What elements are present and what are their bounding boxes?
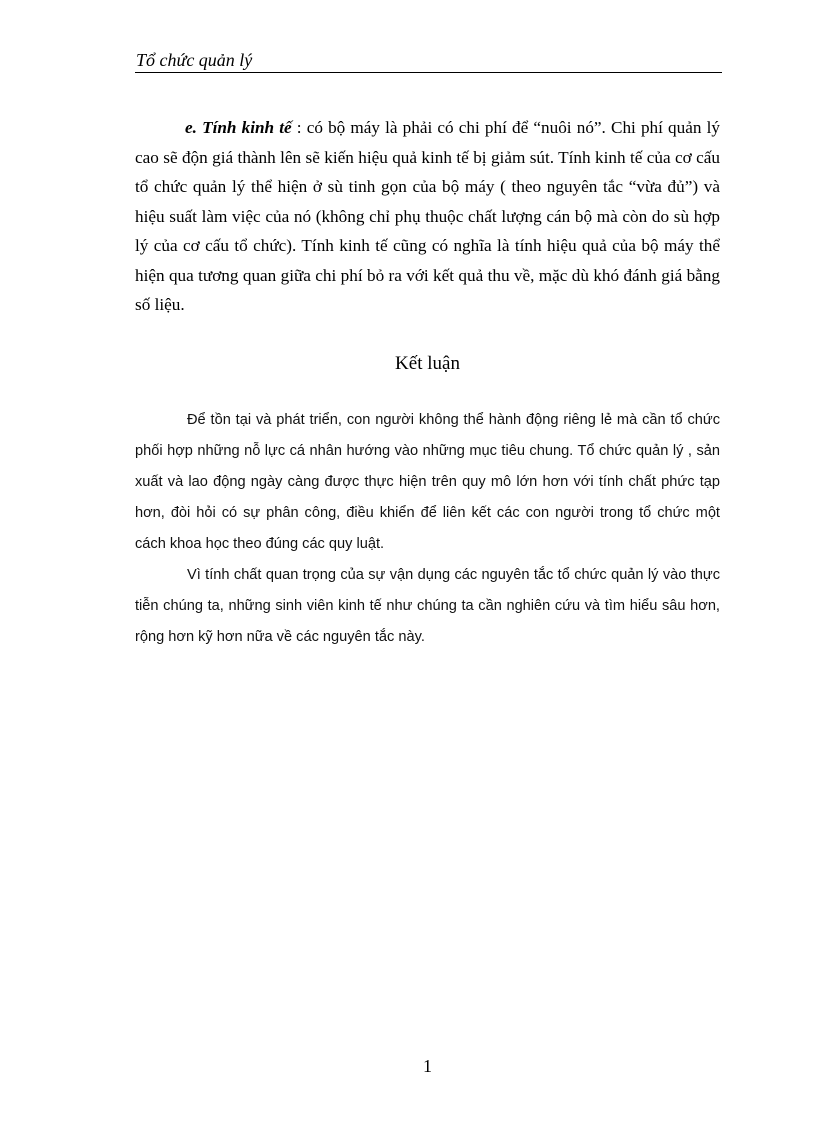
conclusion-paragraph-1: Để tồn tại và phát triển, con người không thể hành động riêng lẻ mà cần tổ chức phối hợp những nỗ lực cá nhân hướng vào những mục tiêu chung. Tổ chức quản lý , sản xuất và lao động ngày càng được thực hiện trên quy mô lớn hơn với tính chất phức tạp hơn, đòi hỏi có sự phân công, điều khiển để liên kết các con người trong tổ chức một cách khoa học theo đúng các quy luật. <box>135 412 720 552</box>
paragraph-lead-term: e. Tính kinh tế <box>185 118 292 137</box>
section-heading-conclusion: Kết luận <box>395 353 460 374</box>
paragraph-body-text: : có bộ máy là phải có chi phí để “nuôi nó”. Chi phí quản lý cao sẽ độn giá thành lên sẽ kiến hiệu quả kinh tế bị giảm sút. Tính kinh tế của cơ cấu tổ chức quản lý thể hiện ở sù tinh gọn của bộ máy ( theo nguyên tắc “vừa đủ”) và hiệu suất làm việc của nó (không chỉ phụ thuộc chất lượng cán bộ mà còn do sù hợp lý của cơ cấu tổ chức). Tính kinh tế cũng có nghĩa là tính hiệu quả của bộ máy thể hiện qua tương quan giữa chi phí bỏ ra với kết quả thu về, mặc dù khó đánh giá bằng số liệu. <box>135 118 720 314</box>
conclusion-paragraph-2: Vì tính chất quan trọng của sự vận dụng các nguyên tắc tổ chức quản lý vào thực tiễn chúng ta, những sinh viên kinh tế như chúng ta cần nghiên cứu và tìm hiểu sâu hơn, rộng hơn kỹ hơn nữa về các nguyên tắc này. <box>135 567 720 645</box>
running-header-title: Tổ chức quản lý <box>136 50 253 70</box>
page-number: 1 <box>423 1056 432 1076</box>
paragraph-economic-efficiency <box>135 113 720 320</box>
running-header <box>135 48 722 73</box>
